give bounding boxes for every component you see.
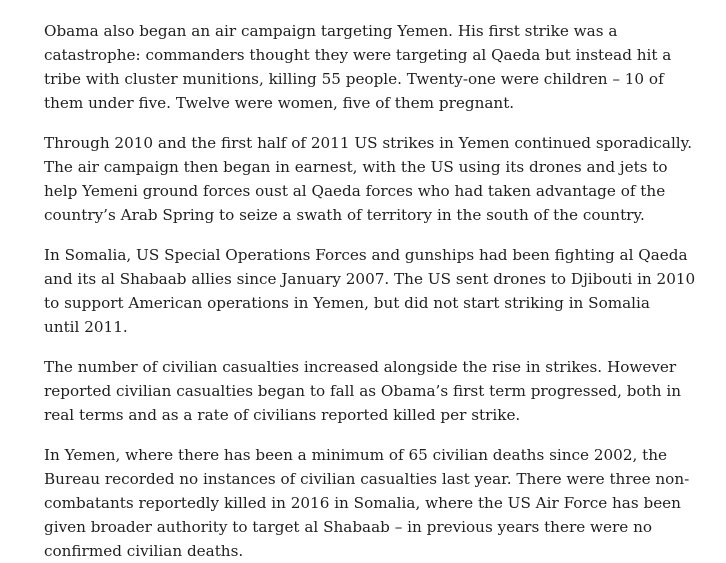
text-line: until 2011. bbox=[44, 318, 128, 336]
text-line: Bureau recorded no instances of civilian casualties last year. There were three non- bbox=[44, 470, 690, 488]
text-line: Obama also began an air campaign targeting Yemen. His first strike was a bbox=[44, 22, 618, 40]
text-line: given broader authority to target al Shabaab – in previous years there were no bbox=[44, 518, 653, 536]
text-line: In Somalia, US Special Operations Forces and gunships had been fighting al Qaeda bbox=[44, 246, 688, 264]
text-line: The air campaign then began in earnest, with the US using its drones and jets to bbox=[44, 158, 668, 176]
text-line: combatants reportedly killed in 2016 in Somalia, where the US Air Force has been bbox=[44, 494, 681, 512]
text-line: reported civilian casualties began to fall as Obama’s first term progressed, both in bbox=[44, 382, 681, 400]
paragraph-somalia-operations bbox=[44, 243, 696, 339]
text-line: Through 2010 and the first half of 2011 US strikes in Yemen continued sporadically. bbox=[44, 134, 693, 152]
text-line: The number of civilian casualties increased alongside the rise in strikes. However bbox=[44, 358, 677, 376]
text-line: them under five. Twelve were women, five of them pregnant. bbox=[44, 94, 515, 112]
text-line: and its al Shabaab allies since January 2007. The US sent drones to Djibouti in 2010 bbox=[44, 270, 696, 288]
text-line: tribe with cluster munitions, killing 55 people. Twenty-one were children – 10 of bbox=[44, 70, 664, 88]
text-line: confirmed civilian deaths. bbox=[44, 542, 244, 560]
paragraph-yemen-strikes-2010-2011 bbox=[44, 131, 693, 227]
text-line: catastrophe: commanders thought they were targeting al Qaeda but instead hit a bbox=[44, 46, 672, 64]
text-line: In Yemen, where there has been a minimum of 65 civilian deaths since 2002, the bbox=[44, 446, 668, 464]
text-line: real terms and as a rate of civilians reported killed per strike. bbox=[44, 406, 521, 424]
paragraph-yemen-air-campaign bbox=[44, 19, 686, 115]
text-line: to support American operations in Yemen, but did not start striking in Somalia bbox=[44, 294, 650, 312]
paragraph-civilian-casualties bbox=[44, 355, 686, 427]
text-line: help Yemeni ground forces oust al Qaeda forces who had taken advantage of the bbox=[44, 182, 666, 200]
paragraph-yemen-somalia-recent bbox=[44, 443, 690, 563]
text-line: country’s Arab Spring to seize a swath of territory in the south of the country. bbox=[44, 206, 645, 224]
